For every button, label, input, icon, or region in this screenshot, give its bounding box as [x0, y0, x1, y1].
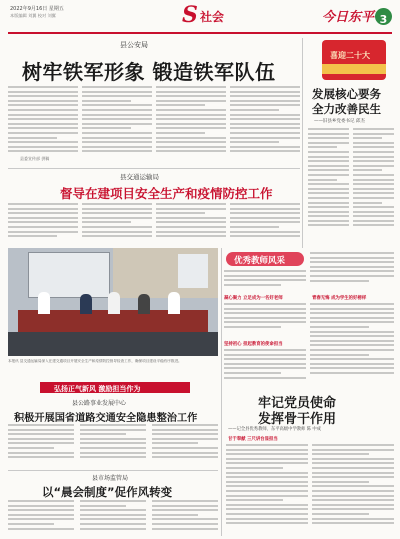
- highway-kicker: 县公路事业发展中心: [72, 400, 127, 407]
- photo-person-3: [108, 292, 120, 314]
- lead-col-3: [156, 86, 226, 162]
- right-col-2: [353, 128, 394, 240]
- section-mark: [182, 2, 234, 28]
- right-subline: ——旧县乡党委书记 邱杰: [314, 119, 365, 124]
- editor-line: 本版编辑 刘翼 校对 刘翼: [10, 13, 56, 18]
- highway-col-3: [152, 424, 218, 468]
- teacher-banner: [226, 252, 304, 266]
- right-headline-2: 全力改善民生: [312, 102, 381, 116]
- party-body: [226, 444, 394, 536]
- market-col-3: [152, 500, 218, 536]
- right-col-1: [308, 128, 349, 240]
- work-style-banner: [40, 382, 190, 393]
- photo-person-5: [168, 292, 180, 314]
- transport-kicker: 县交通运输局: [120, 173, 159, 181]
- market-kicker: 县市场监管局: [92, 475, 129, 482]
- market-headline: 以“晨会制度”促作风转变: [42, 485, 173, 499]
- lead-headline: 树牢铁军形象 锻造铁军队伍: [22, 60, 276, 84]
- section-name: 社会: [200, 10, 225, 24]
- photo-screen: [28, 252, 110, 298]
- teacher-col-d: [310, 252, 394, 292]
- transport-caption: 本报讯 县交通运输局深入在建交通项目开展安全生产和疫情防控督导检查工作，确保项目建设平稳有序推进。: [8, 359, 182, 363]
- section-letter: S: [182, 2, 198, 28]
- masthead: [0, 0, 400, 34]
- teacher-col-e: [310, 303, 394, 387]
- party-headline-1: 牢记党员使命: [258, 396, 337, 411]
- transport-headline: 督导在建项目安全生产和疫情防控工作: [60, 186, 273, 201]
- right-body: [308, 128, 394, 240]
- highway-col-1: [8, 424, 74, 468]
- teacher-subhead-2: 坚持初心 担起教育的使命担当: [224, 342, 283, 347]
- party-subhead: 甘于奉献 三尺讲台显担当: [228, 437, 278, 442]
- teacher-body-a: [224, 270, 306, 388]
- market-rule: [8, 470, 218, 471]
- right-banner: [322, 40, 386, 80]
- party-col-1: [226, 444, 308, 536]
- market-body: [8, 500, 218, 536]
- photo-person-1: [38, 292, 50, 314]
- party-col-2: [312, 444, 394, 536]
- transport-body: [8, 203, 300, 245]
- lead-kicker: 县公安局: [120, 41, 148, 49]
- transport-col-3: [156, 203, 226, 245]
- teacher-subhead-1: 凝心聚力 立足成为一名好老师: [224, 296, 283, 301]
- banner-ribbon: [322, 64, 386, 74]
- column-divider-bottom: [221, 248, 222, 536]
- lead-col-2: [82, 86, 152, 162]
- lead-col-4: [230, 86, 300, 162]
- photo-foreground: [8, 332, 218, 356]
- lead-byline: 县委宣传部 供稿: [20, 156, 50, 161]
- teacher-col-b: [224, 303, 306, 339]
- highway-headline: 积极开展国省道路交通安全隐患整治工作: [14, 413, 198, 424]
- market-col-1: [8, 500, 74, 536]
- photo-window: [178, 254, 208, 288]
- transport-col-1: [8, 203, 78, 245]
- transport-col-2: [82, 203, 152, 245]
- photo-person-2: [80, 294, 92, 314]
- party-subline: ——记全县优秀教师、东平高级中学教师 陈 中成: [228, 427, 321, 432]
- masthead-rule: [8, 32, 392, 34]
- teacher-col-a: [224, 270, 306, 294]
- column-divider-top: [302, 38, 303, 248]
- party-headline-2: 发挥骨干作用: [258, 412, 337, 427]
- page-number-badge: [375, 8, 392, 25]
- highway-col-2: [80, 424, 146, 468]
- teacher-banner-text: 优秀教师风采: [234, 256, 286, 266]
- right-headline-1: 发展核心要务: [312, 87, 381, 101]
- date-line: 2022年9月16日 星期五: [10, 6, 64, 12]
- transport-col-4: [230, 203, 300, 245]
- highway-body: [8, 424, 218, 468]
- lead-body: [8, 86, 300, 162]
- paper-logo: 今日东平: [322, 10, 375, 25]
- work-style-banner-text: 弘扬正气新风 激励担当作为: [54, 384, 141, 393]
- photo-person-4: [138, 294, 150, 314]
- market-col-2: [80, 500, 146, 536]
- page-number: 3: [379, 13, 388, 26]
- transport-rule: [8, 168, 300, 169]
- lead-col-1: [8, 86, 78, 162]
- banner-text: 喜迎二十大: [330, 51, 370, 60]
- teacher-body-b: [310, 252, 394, 388]
- teacher-col-c: [224, 349, 306, 387]
- meeting-photo: [8, 248, 218, 356]
- teacher-side-subhead: 青春无悔 成为学生的好榜样: [312, 296, 367, 301]
